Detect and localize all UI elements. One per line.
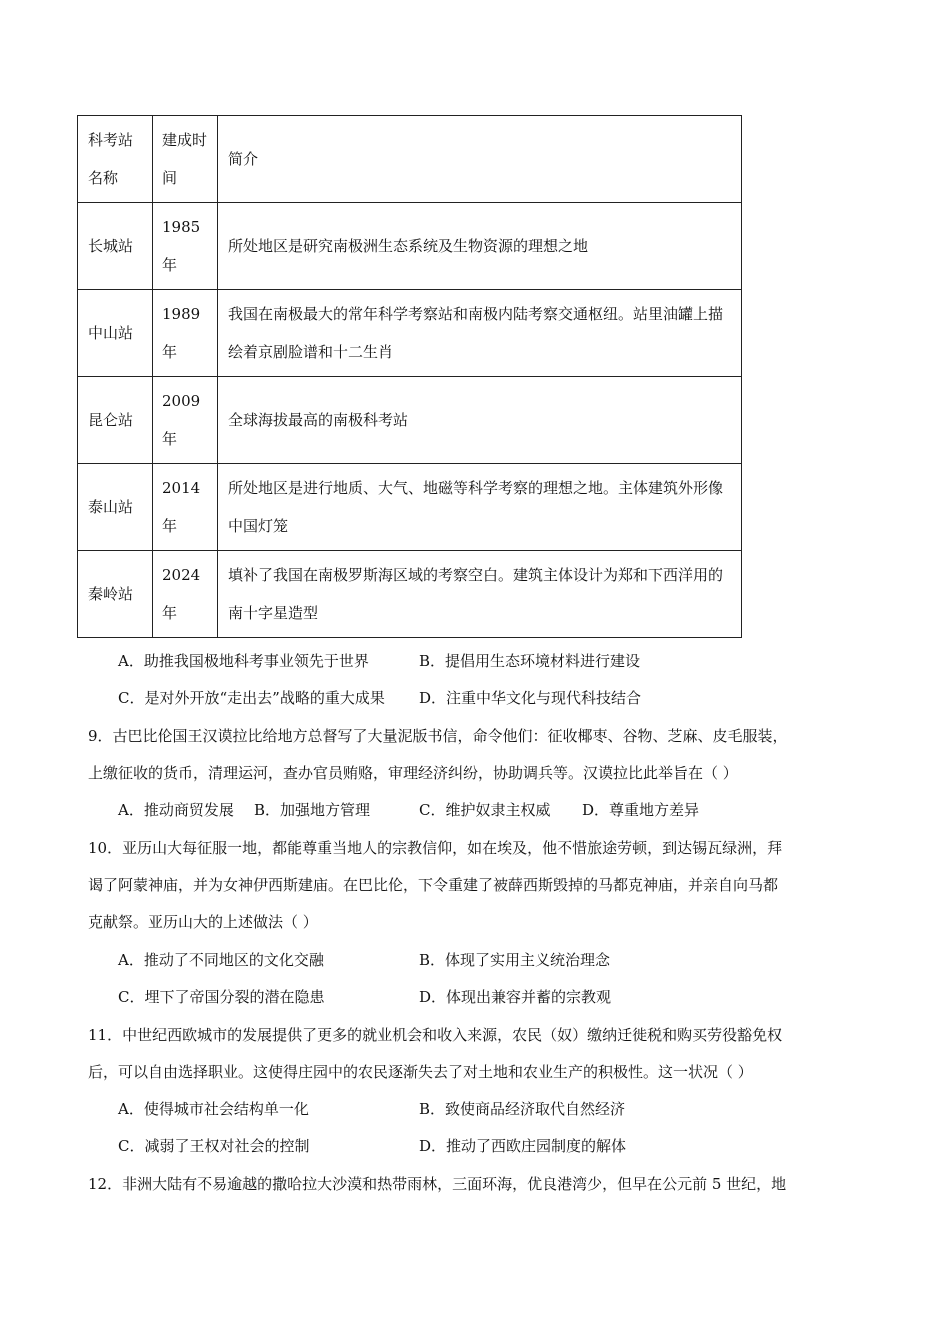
q9-option-a: A．推动商贸发展: [118, 801, 234, 819]
q10-option-a: A．推动了不同地区的文化交融: [118, 951, 324, 969]
station-name: 中山站: [78, 290, 153, 377]
q9-option-d: D．尊重地方差异: [582, 801, 700, 819]
q10-option-b: B．体现了实用主义统治理念: [419, 951, 611, 969]
q8-option-d: D．注重中华文化与现代科技结合: [419, 689, 642, 707]
q11-stem-line2: 后，可以自由选择职业。这使得庄园中的农民逐渐失去了对土地和农业生产的积极性。这一状况（ ）: [88, 1063, 753, 1081]
q12-stem-line1: 12．非洲大陆有不易逾越的撒哈拉大沙漠和热带雨林，三面环海，优良港湾少，但早在公元前 5 世纪，地: [88, 1175, 787, 1193]
station-name: 秦岭站: [78, 551, 153, 638]
q8-option-c: C．是对外开放“走出去”战略的重大成果: [118, 689, 385, 707]
header-name: 科考站名称: [78, 116, 153, 203]
q9-stem-line2: 上缴征收的货币，清理运河，查办官员贿赂，审理经济纠纷，协助调兵等。汉谟拉比此举旨在（ ）: [88, 764, 738, 782]
station-year: 1989年: [153, 290, 218, 377]
station-name: 长城站: [78, 203, 153, 290]
station-name: 昆仑站: [78, 377, 153, 464]
q10-stem-line3: 克献祭。亚历山大的上述做法（ ）: [88, 913, 318, 931]
table-row: [78, 464, 742, 551]
q9-option-b: B．加强地方管理: [254, 801, 371, 819]
q9-stem-line1: 9．古巴比伦国王汉谟拉比给地方总督写了大量泥版书信，命令他们：征收椰枣、谷物、芝麻、皮毛服装，: [88, 727, 788, 745]
q11-option-b: B．致使商品经济取代自然经济: [419, 1100, 626, 1118]
q11-option-c: C．减弱了王权对社会的控制: [118, 1137, 310, 1155]
q10-stem-line1: 10．亚历山大每征服一地，都能尊重当地人的宗教信仰，如在埃及，他不惜旅途劳顿，到达锡瓦绿洲，拜: [88, 839, 783, 857]
station-desc: 我国在南极最大的常年科学考察站和南极内陆考察交通枢纽。站里油罐上描绘着京剧脸谱和十二生肖: [218, 290, 742, 377]
q11-option-a: A．使得城市社会结构单一化: [118, 1100, 309, 1118]
table-row: [78, 203, 742, 290]
q8-option-a: A．助推我国极地科考事业领先于世界: [118, 652, 369, 670]
station-year: 2014年: [153, 464, 218, 551]
q8-option-b: B．提倡用生态环境材料进行建设: [419, 652, 641, 670]
station-desc: 全球海拔最高的南极科考站: [218, 377, 742, 464]
station-desc: 填补了我国在南极罗斯海区域的考察空白。建筑主体设计为郑和下西洋用的南十字星造型: [218, 551, 742, 638]
header-desc: 简介: [218, 116, 742, 203]
station-year: 2009年: [153, 377, 218, 464]
station-desc: 所处地区是进行地质、大气、地磁等科学考察的理想之地。主体建筑外形像中国灯笼: [218, 464, 742, 551]
header-year: 建成时间: [153, 116, 218, 203]
station-desc: 所处地区是研究南极洲生态系统及生物资源的理想之地: [218, 203, 742, 290]
q10-stem-line2: 谒了阿蒙神庙，并为女神伊西斯建庙。在巴比伦，下令重建了被薛西斯毁掉的马都克神庙，并亲自向马都: [88, 876, 779, 894]
table-row: [78, 377, 742, 464]
q11-option-d: D．推动了西欧庄园制度的解体: [419, 1137, 627, 1155]
q9-option-c: C．维护奴隶主权威: [419, 801, 551, 819]
q10-option-c: C．埋下了帝国分裂的潜在隐患: [118, 988, 325, 1006]
table-row: [78, 551, 742, 638]
table-header-row: [78, 116, 742, 203]
station-year: 1985年: [153, 203, 218, 290]
station-year: 2024年: [153, 551, 218, 638]
table-row: [78, 290, 742, 377]
stations-table: [77, 115, 742, 638]
q11-stem-line1: 11．中世纪西欧城市的发展提供了更多的就业机会和收入来源，农民（奴）缴纳迁徙税和购买劳役豁免权: [88, 1026, 783, 1044]
q10-option-d: D．体现出兼容并蓄的宗教观: [419, 988, 612, 1006]
station-name: 泰山站: [78, 464, 153, 551]
